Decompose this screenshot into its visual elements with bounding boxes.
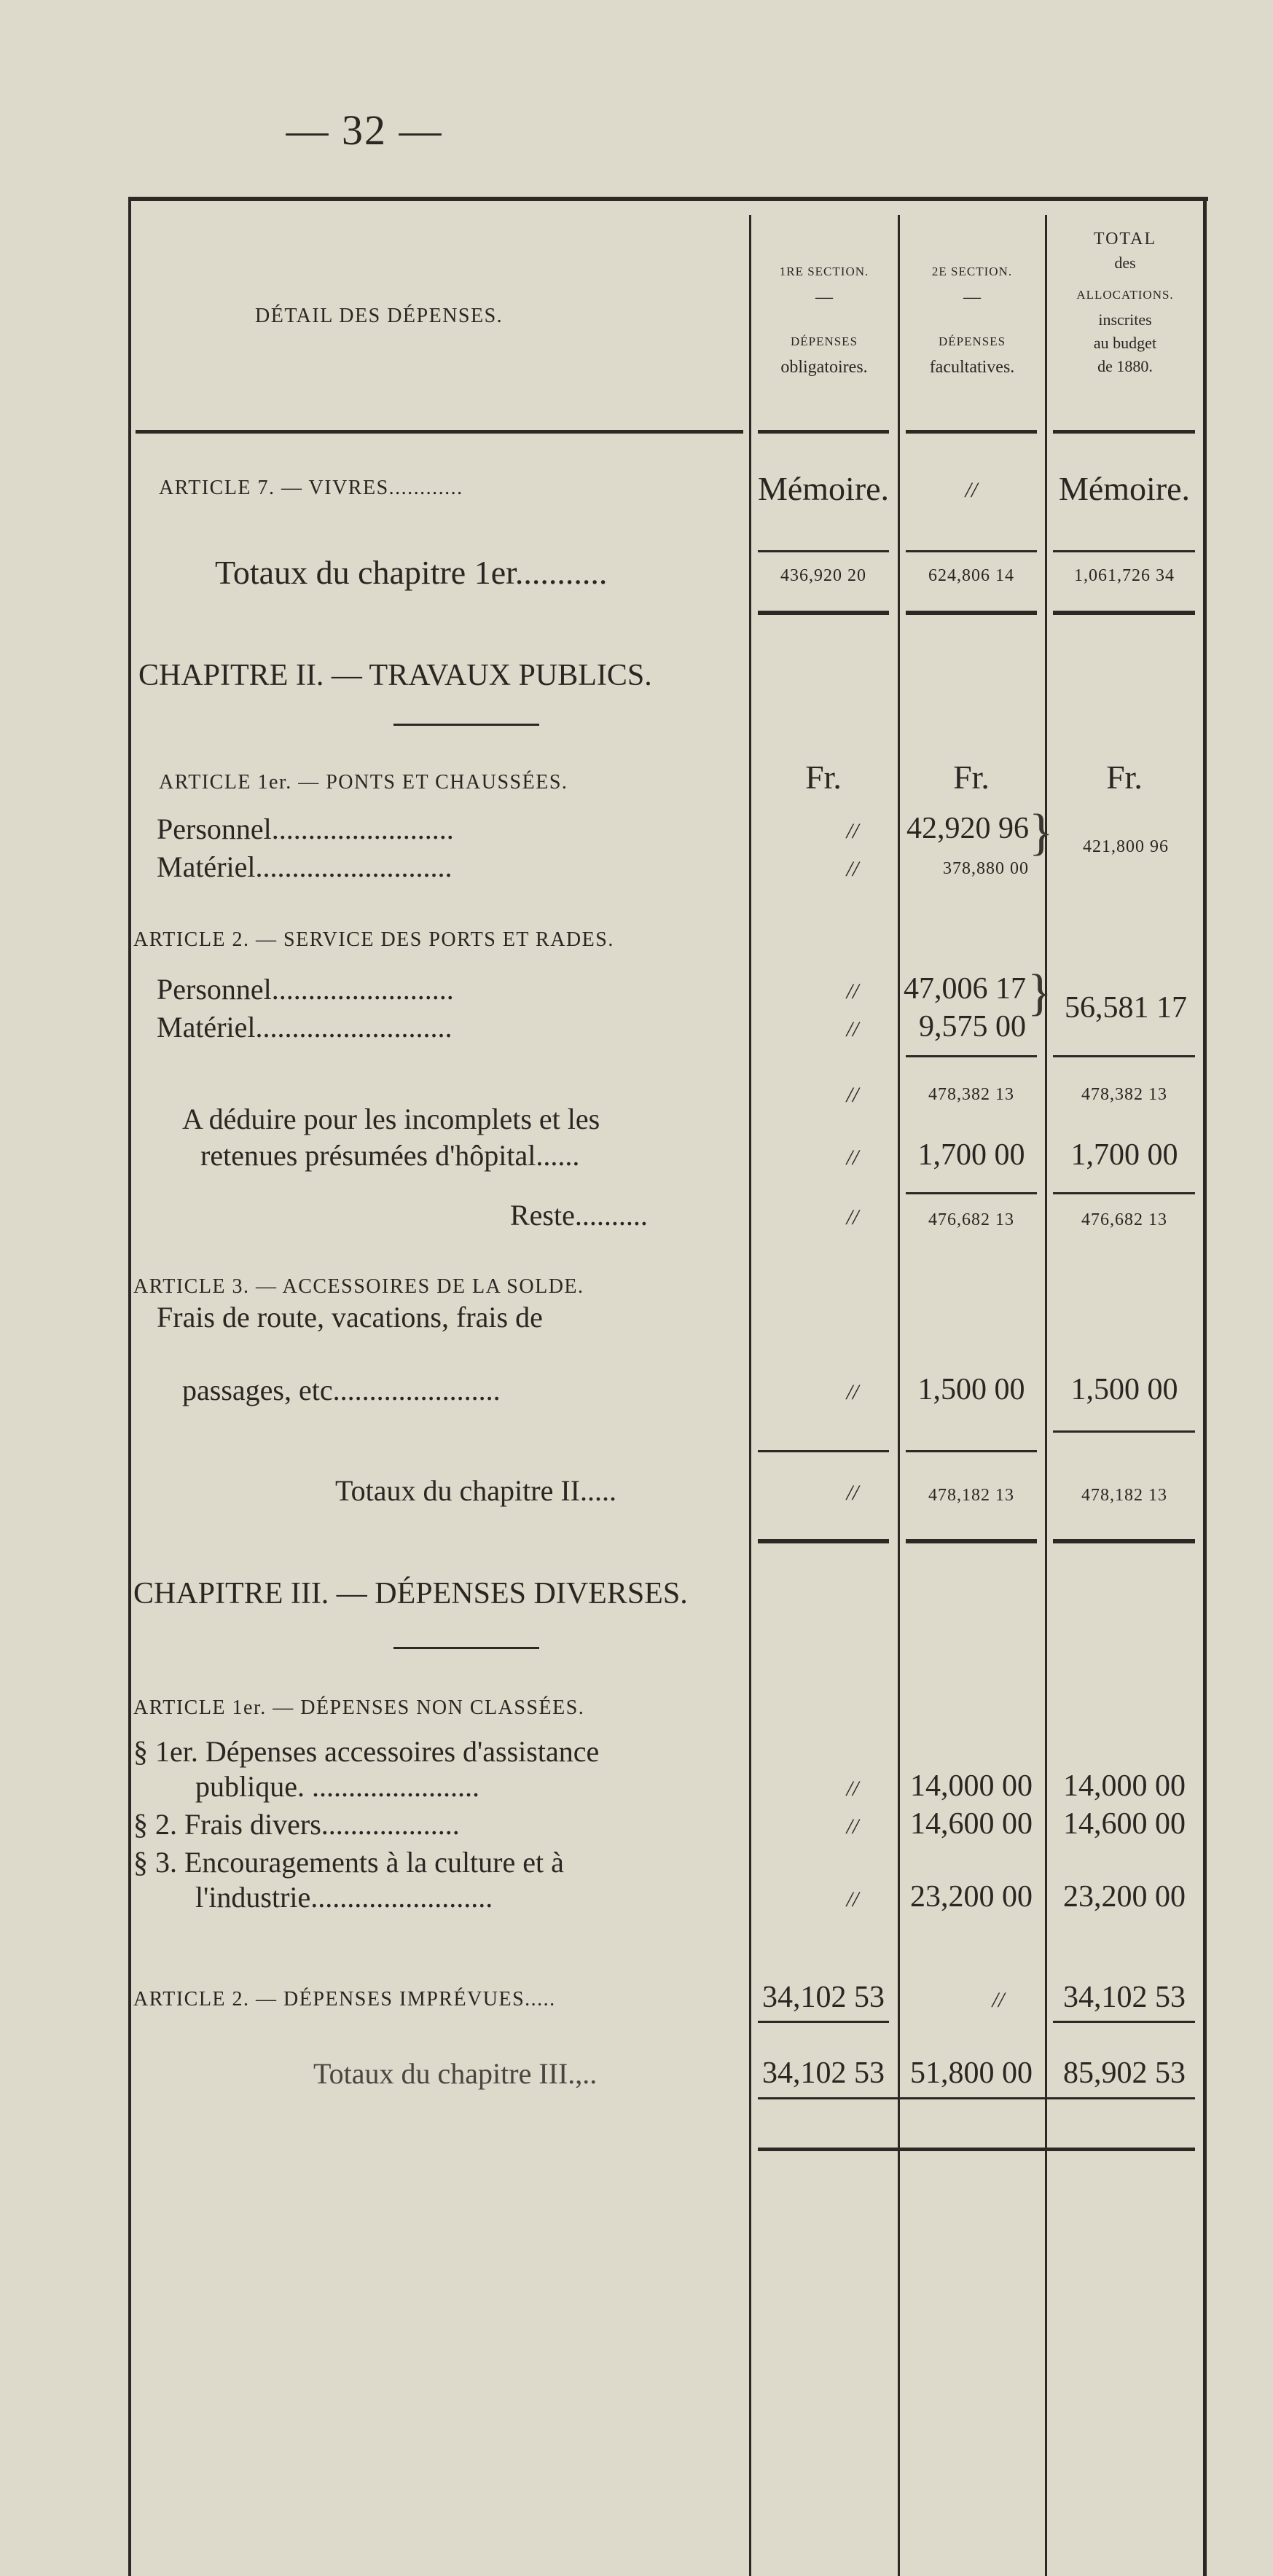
header-col2-dash: — xyxy=(963,288,981,307)
row-totaux-chap1-col2: 624,806 14 xyxy=(928,566,1014,585)
row-totaux-chap2-label: Totaux du chapitre II..... xyxy=(335,1474,616,1507)
row-personnel-1-col2: 42,920 96 xyxy=(906,812,1029,845)
row-art1-col1: Fr. xyxy=(805,759,842,796)
row-p2-col1: // xyxy=(846,1814,859,1839)
row-deduire-line1: A déduire pour les incomplets et les xyxy=(182,1103,600,1135)
row-p2-col3: 14,600 00 xyxy=(1063,1807,1186,1841)
row-reste-col3: 476,682 13 xyxy=(1081,1210,1167,1229)
row-article-7-label: ARTICLE 7. — VIVRES............ xyxy=(159,477,463,499)
row-reste-col2: 476,682 13 xyxy=(928,1210,1014,1229)
row-art2b-label: ARTICLE 2. — DÉPENSES IMPRÉVUES..... xyxy=(133,1988,556,2011)
row-art1-col2: Fr. xyxy=(953,759,990,796)
row-p2-label: § 2. Frais divers................... xyxy=(133,1808,460,1841)
page-number: — 32 — xyxy=(286,106,443,154)
row-art2b-col3: 34,102 53 xyxy=(1063,1981,1186,2014)
row-deduire-col2: 1,700 00 xyxy=(917,1138,1025,1172)
chapitre-2-title: CHAPITRE II. — TRAVAUX PUBLICS. xyxy=(138,659,652,692)
row-p3-line1: § 3. Encouragements à la culture et à xyxy=(133,1846,564,1879)
header-col3-allocations: ALLOCATIONS. xyxy=(1076,288,1174,302)
chapitre-3-title: CHAPITRE III. — DÉPENSES DIVERSES. xyxy=(133,1577,688,1610)
header-col3-des: des xyxy=(1114,254,1136,272)
row-totaux-chap1-col3: 1,061,726 34 xyxy=(1074,566,1175,585)
row-p3-col3: 23,200 00 xyxy=(1063,1880,1186,1914)
row-frais-line1: Frais de route, vacations, frais de xyxy=(157,1301,543,1334)
row-p2-col2: 14,600 00 xyxy=(910,1807,1033,1841)
row-deduire-line2: retenues présumées d'hôpital...... xyxy=(200,1139,580,1172)
row-personnel-2-col1: // xyxy=(846,979,859,1003)
row-article-7-col1: Mémoire. xyxy=(757,470,890,507)
row-p1-line2: publique. ....................... xyxy=(195,1770,479,1803)
header-detail: DÉTAIL DES DÉPENSES. xyxy=(255,305,504,327)
row-personnel-2-col2: 47,006 17 xyxy=(904,972,1026,1006)
row-reste-col1: // xyxy=(846,1205,859,1229)
header-col1-depenses: DÉPENSES xyxy=(790,334,858,348)
header-col2-type: facultatives. xyxy=(929,358,1015,377)
row-totaux-chap1-col1: 436,920 20 xyxy=(780,566,866,585)
header-col3-inscrites: inscrites xyxy=(1098,310,1152,329)
header-col3-year: de 1880. xyxy=(1097,357,1153,375)
row-frais-line2: passages, etc....................... xyxy=(182,1374,501,1406)
row-subtotal-col1: // xyxy=(846,1083,859,1107)
row-frais-col2: 1,500 00 xyxy=(917,1373,1025,1406)
row-materiel-2-label: Matériel........................... xyxy=(157,1011,453,1044)
row-art2b-col1: 34,102 53 xyxy=(762,1981,885,2014)
row-art2-total-col3: 56,581 17 xyxy=(1065,991,1187,1025)
row-art3-label: ARTICLE 3. — ACCESSOIRES DE LA SOLDE. xyxy=(133,1275,584,1298)
row-art1b-label: ARTICLE 1er. — DÉPENSES NON CLASSÉES. xyxy=(133,1696,585,1719)
row-totaux-chap3-col2: 51,800 00 xyxy=(910,2056,1033,2090)
row-reste-label: Reste.......... xyxy=(510,1199,648,1232)
header-col1-dash: — xyxy=(815,288,833,307)
row-totaux-chap3-label: Totaux du chapitre III.,.. xyxy=(313,2057,598,2090)
row-frais-col1: // xyxy=(846,1380,859,1404)
row-personnel-1-col1: // xyxy=(846,819,859,843)
row-totaux-chap2-col3: 478,182 13 xyxy=(1081,1486,1167,1505)
row-personnel-2-label: Personnel......................... xyxy=(157,973,454,1006)
row-deduire-col1: // xyxy=(846,1146,859,1170)
brace-1: } xyxy=(1029,804,1054,861)
row-art2b-col2: // xyxy=(992,1988,1005,2012)
row-frais-col3: 1,500 00 xyxy=(1070,1373,1178,1406)
row-art1-label: ARTICLE 1er. — PONTS ET CHAUSSÉES. xyxy=(159,771,568,794)
row-p1-col2: 14,000 00 xyxy=(910,1769,1033,1803)
row-materiel-2-col1: // xyxy=(846,1017,859,1041)
row-article-7-col3: Mémoire. xyxy=(1058,470,1191,507)
header-col1-section: 1RE SECTION. xyxy=(779,265,869,278)
row-totaux-chap3-col1: 34,102 53 xyxy=(762,2056,885,2090)
row-p1-line1: § 1er. Dépenses accessoires d'assistance xyxy=(133,1735,600,1768)
row-subtotal-col3: 478,382 13 xyxy=(1081,1085,1167,1104)
row-materiel-1-col1: // xyxy=(846,857,859,881)
row-subtotal-col2: 478,382 13 xyxy=(928,1085,1014,1104)
header-col2-section: 2E SECTION. xyxy=(931,265,1013,278)
row-p1-col3: 14,000 00 xyxy=(1063,1769,1186,1803)
header-col3-budget: au budget xyxy=(1093,334,1157,352)
header-col2-depenses: DÉPENSES xyxy=(938,334,1006,348)
header-col1-type: obligatoires. xyxy=(780,358,868,377)
row-materiel-1-col2: 378,880 00 xyxy=(943,859,1029,878)
row-personnel-1-label: Personnel......................... xyxy=(157,813,454,845)
row-art1-total-col3: 421,800 96 xyxy=(1083,837,1169,856)
row-article-7-col2: // xyxy=(965,478,978,502)
row-totaux-chap2-col1: // xyxy=(846,1481,859,1505)
row-art1-col3: Fr. xyxy=(1106,759,1143,796)
row-p3-col1: // xyxy=(846,1887,859,1911)
row-art2-label: ARTICLE 2. — SERVICE DES PORTS ET RADES. xyxy=(133,928,614,951)
header-col3-total: TOTAL xyxy=(1093,230,1157,248)
row-totaux-chap2-col2: 478,182 13 xyxy=(928,1486,1014,1505)
row-materiel-1-label: Matériel........................... xyxy=(157,850,453,883)
brace-2: } xyxy=(1027,965,1052,1021)
row-materiel-2-col2: 9,575 00 xyxy=(919,1010,1026,1044)
row-totaux-chap3-col3: 85,902 53 xyxy=(1063,2056,1186,2090)
row-p3-line2: l'industrie......................... xyxy=(195,1881,493,1914)
row-p3-col2: 23,200 00 xyxy=(910,1880,1033,1914)
row-deduire-col3: 1,700 00 xyxy=(1070,1138,1178,1172)
row-p1-col1: // xyxy=(846,1777,859,1801)
row-totaux-chap1-label: Totaux du chapitre 1er........... xyxy=(215,554,608,591)
